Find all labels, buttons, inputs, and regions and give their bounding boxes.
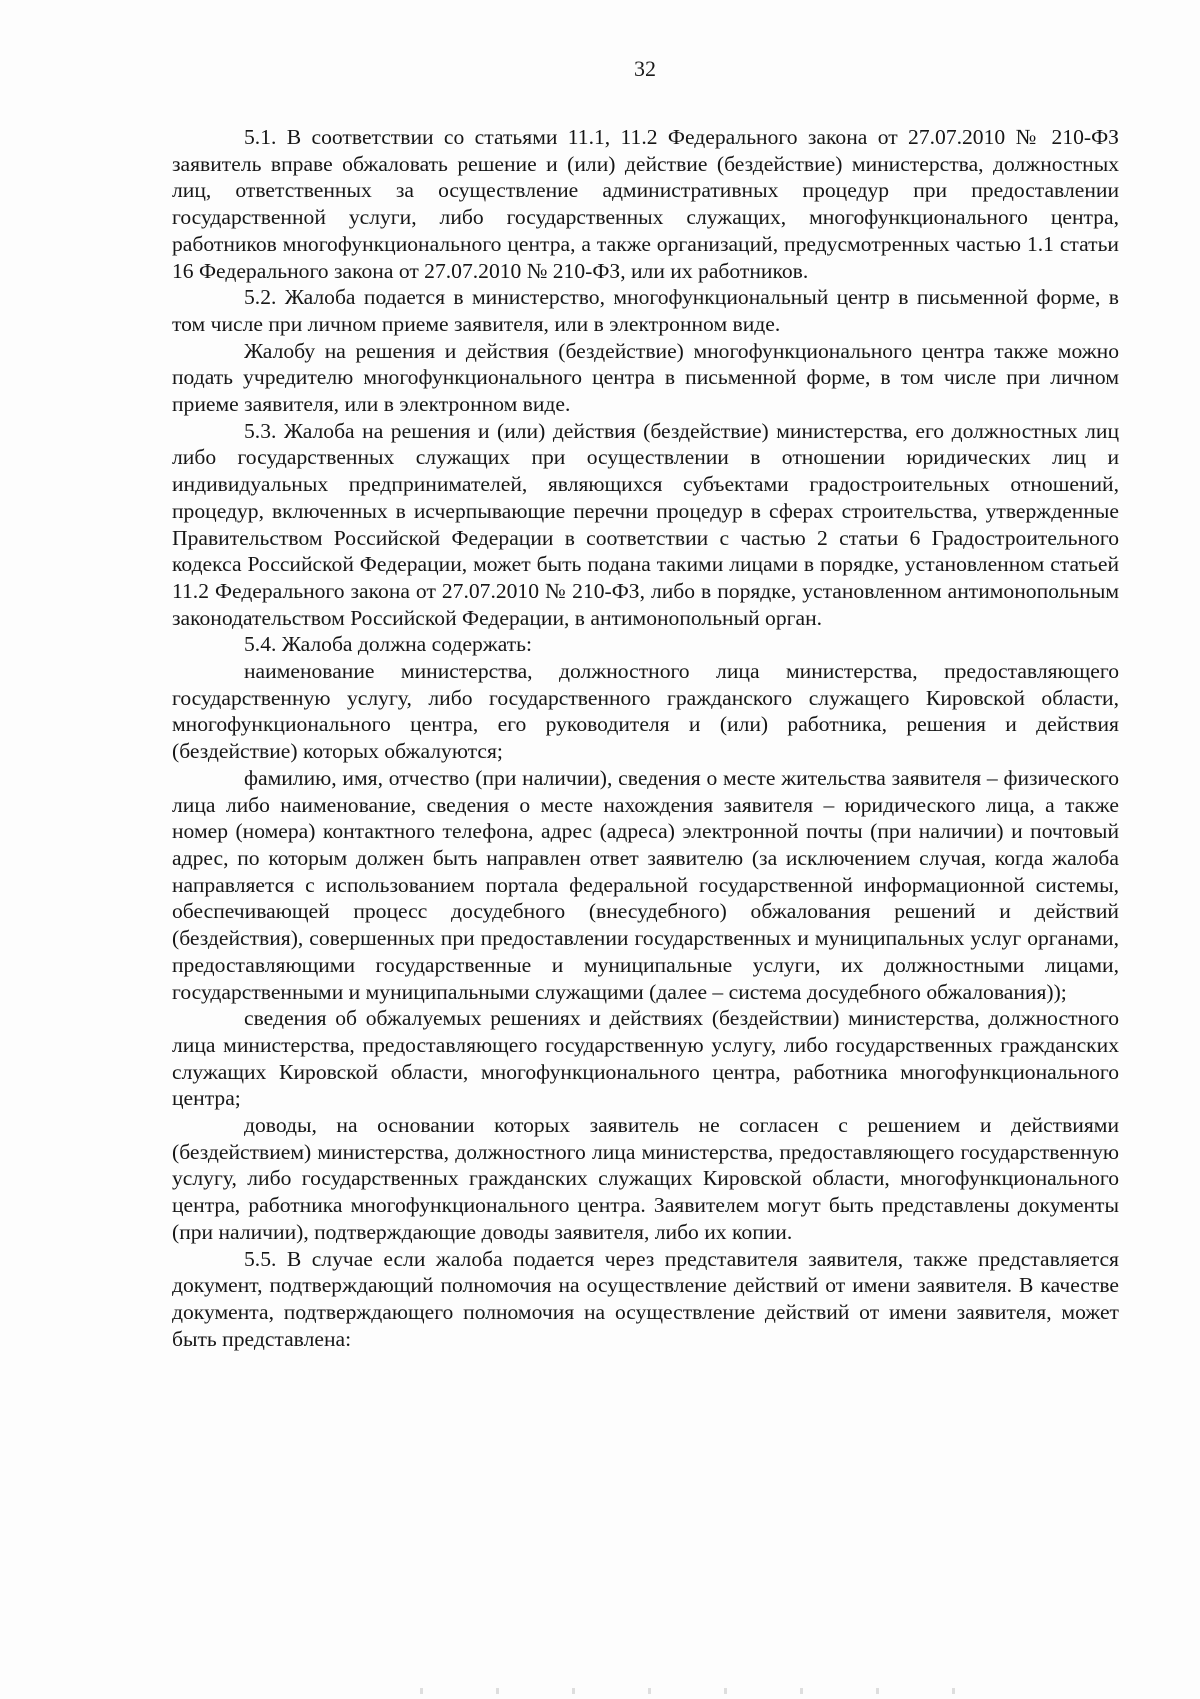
- paragraph-5-1: 5.1. В соответствии со статьями 11.1, 11.2 Федерального закона от 27.07.2010 № 210-ФЗ заявитель вправе обжаловать решение и (или) действие (бездействие) министерства, должностных лиц, ответственных за осуществление административных процедур при предоставлении государственной услуги, либо государственных служащих, многофункционального центра, работников многофункционального центра, а также организаций, предусмотренных частью 1.1 статьи 16 Федерального закона от 27.07.2010 № 210-ФЗ, или их работников.: [172, 125, 1119, 283]
- paragraph-5-2-mfc: Жалобу на решения и действия (бездействие) многофункционального центра также можно подать учредителю многофункционального центра в письменной форме, в том числе при личном приеме заявителя, или в электронном виде.: [172, 338, 1119, 417]
- page-number: 32: [634, 56, 656, 81]
- document-body: [172, 124, 1119, 1352]
- scan-marks: [420, 1688, 980, 1694]
- paragraph-5-5: 5.5. В случае если жалоба подается через представителя заявителя, также представляется документ, подтверждающий полномочия на осуществление действий от имени заявителя. В качестве документа, подтверждающего полномочия на осуществление действий от имени заявителя, может быть представлена:: [172, 1246, 1119, 1351]
- paragraph-5-4-item-name: наименование министерства, должностного лица министерства, предоставляющего государственную услугу, либо государственного гражданского служащего Кировской области, многофункционального центра, его руководителя и (или) работника, решения и действия (бездействие) которых обжалуются;: [172, 659, 1119, 764]
- paragraph-5-4-item-arguments: доводы, на основании которых заявитель не согласен с решением и действиями (бездействием) министерства, должностного лица министерства, предоставляющего государственную услугу, либо государственных гражданских служащих Кировской области, многофункционального центра, работника многофункционального центра. Заявителем могут быть представлены документы (при наличии), подтверждающие доводы заявителя, либо их копии.: [172, 1113, 1119, 1244]
- paragraph-5-3: 5.3. Жалоба на решения и (или) действия (бездействие) министерства, его должностных лиц либо государственных служащих при осуществлении в отношении юридических лиц и индивидуальных предпринимателей, являющихся субъектами градостроительных отношений, процедур, включенных в исчерпывающие перечни процедур в сферах строительства, утвержденные Правительством Российской Федерации в соответствии с частью 2 статьи 6 Градостроительного кодекса Российской Федерации, может быть подана такими лицами в порядке, установленном статьей 11.2 Федерального закона от 27.07.2010 № 210-ФЗ, либо в порядке, установленном антимонопольным законодательством Российской Федерации, в антимонопольный орган.: [172, 418, 1119, 630]
- paragraph-5-4-item-applicant: фамилию, имя, отчество (при наличии), сведения о месте жительства заявителя – физического лица либо наименование, сведения о месте нахождения заявителя – юридического лица, а также номер (номера) контактного телефона, адрес (адреса) электронной почты (при наличии) и почтовый адрес, по которым должен быть направлен ответ заявителю (за исключением случая, когда жалоба направляется с использованием портала федеральной государственной информационной системы, обеспечивающей процесс досудебного (внесудебного) обжалования решений и действий (бездействия), совершенных при предоставлении государственных и муниципальных услуг органами, предоставляющими государственные и муниципальные услуги, их должностными лицами, государственными и муниципальными служащими (далее – система досудебного обжалования));: [172, 765, 1119, 1004]
- paragraph-5-2: 5.2. Жалоба подается в министерство, многофункциональный центр в письменной форме, в том числе при личном приеме заявителя, или в электронном виде.: [172, 285, 1119, 336]
- paragraph-5-4-item-decisions: сведения об обжалуемых решениях и действиях (бездействии) министерства, должностного лица министерства, предоставляющего государственную услугу, либо государственных гражданских служащих Кировской области, многофункционального центра, работника многофункционального центра;: [172, 1006, 1119, 1111]
- paragraph-5-4: 5.4. Жалоба должна содержать:: [244, 632, 533, 657]
